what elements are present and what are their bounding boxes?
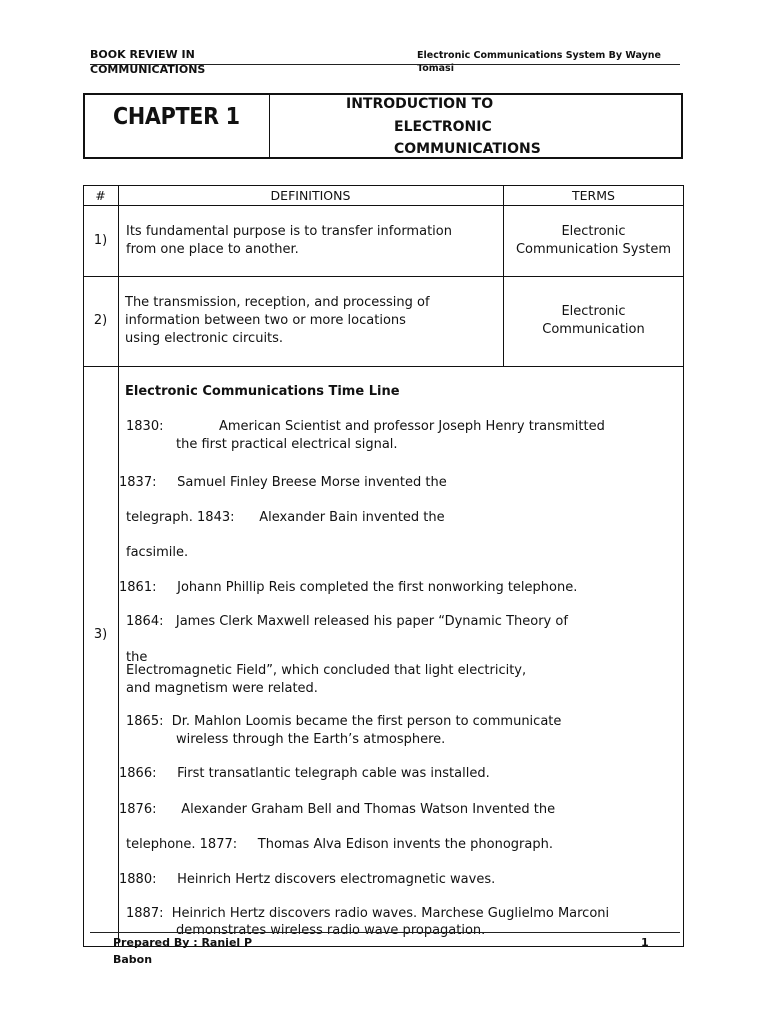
timeline-line: facsimile. xyxy=(126,545,189,560)
header-book-line1: Electronic Communications System By Wayne xyxy=(417,50,661,61)
chapter-title-line1: INTRODUCTION TO xyxy=(346,96,494,112)
table-header-rule xyxy=(83,205,684,206)
row3-number: 3) xyxy=(93,627,108,642)
row2-definition-line: information between two or more locations xyxy=(125,313,406,328)
row1-term-line: Electronic xyxy=(561,224,626,239)
header-title-line1: BOOK REVIEW IN xyxy=(90,48,195,61)
timeline-line: the xyxy=(126,650,148,665)
table-header-terms: TERMS xyxy=(572,188,615,203)
row2-definition-line: using electronic circuits. xyxy=(125,331,284,346)
timeline-line: demonstrates wireless radio wave propagation. xyxy=(176,923,486,938)
footer-prepared-by xyxy=(113,934,273,968)
timeline-line: 1864: James Clerk Maxwell released his paper “Dynamic Theory of xyxy=(126,614,568,629)
timeline-line: telephone. 1877: Thomas Alva Edison invents the phonograph. xyxy=(126,837,553,852)
row1-definition xyxy=(126,223,452,259)
timeline-title: Electronic Communications Time Line xyxy=(125,384,400,399)
chapter-divider xyxy=(269,93,270,159)
row1-definition-line: from one place to another. xyxy=(126,242,299,257)
timeline-line: 1880: Heinrich Hertz discovers electromagnetic waves. xyxy=(119,872,496,887)
timeline-line: the first practical electrical signal. xyxy=(176,437,398,452)
timeline-line: 1866: First transatlantic telegraph cable was installed. xyxy=(119,766,490,781)
table-header-definitions: DEFINITIONS xyxy=(270,188,351,203)
header-title-line2: COMMUNICATIONS xyxy=(90,63,206,76)
row1-definition-line: Its fundamental purpose is to transfer information xyxy=(126,224,452,239)
timeline-line: 1837: Samuel Finley Breese Morse invented the xyxy=(119,475,447,490)
chapter-title-line3: COMMUNICATIONS xyxy=(394,141,541,157)
footer-rule xyxy=(90,932,680,933)
row2-definition xyxy=(125,294,430,348)
row1-term xyxy=(503,223,684,259)
row2-term-line: Electronic xyxy=(561,304,626,319)
chapter-title-line2: ELECTRONIC xyxy=(394,119,492,135)
timeline-line: and magnetism were related. xyxy=(126,681,318,696)
header-rule xyxy=(90,64,680,65)
timeline-line: 1887: Heinrich Hertz discovers radio waves. Marchese Guglielmo Marconi xyxy=(126,906,610,921)
timeline-line: 1865: Dr. Mahlon Loomis became the first person to communicate xyxy=(126,714,562,729)
table-row1-rule xyxy=(83,276,684,277)
timeline-line: 1876: Alexander Graham Bell and Thomas Watson Invented the xyxy=(119,802,556,817)
row2-term xyxy=(503,303,684,339)
row1-term-line: Communication System xyxy=(515,242,672,257)
table-header-num: # xyxy=(95,188,106,203)
timeline-line: telegraph. 1843: Alexander Bain invented the xyxy=(126,510,445,525)
table-col-divider-num xyxy=(118,185,119,947)
row2-number: 2) xyxy=(93,313,108,328)
header-book-line2: Tomasi xyxy=(417,63,454,74)
timeline-line: 1861: Johann Phillip Reis completed the first nonworking telephone. xyxy=(119,580,578,595)
page-number: 1 xyxy=(641,936,649,949)
table-row2-rule xyxy=(83,366,684,367)
header-right xyxy=(417,49,687,75)
row1-number: 1) xyxy=(93,233,108,248)
chapter-number: CHAPTER 1 xyxy=(113,104,240,130)
timeline-line: 1830: xyxy=(126,419,164,434)
footer-prepared-line2: Babon xyxy=(113,953,153,966)
timeline-line: American Scientist and professor Joseph Henry transmitted xyxy=(219,419,605,434)
header-left xyxy=(90,47,290,77)
row2-term-line: Communication xyxy=(542,322,645,337)
footer-prepared-line1: Prepared By : Raniel P xyxy=(113,936,253,949)
timeline-line: wireless through the Earth’s atmosphere. xyxy=(176,732,446,747)
timeline-line: Electromagnetic Field”, which concluded that light electricity, xyxy=(126,663,527,678)
row2-definition-line: The transmission, reception, and processing of xyxy=(125,295,430,310)
